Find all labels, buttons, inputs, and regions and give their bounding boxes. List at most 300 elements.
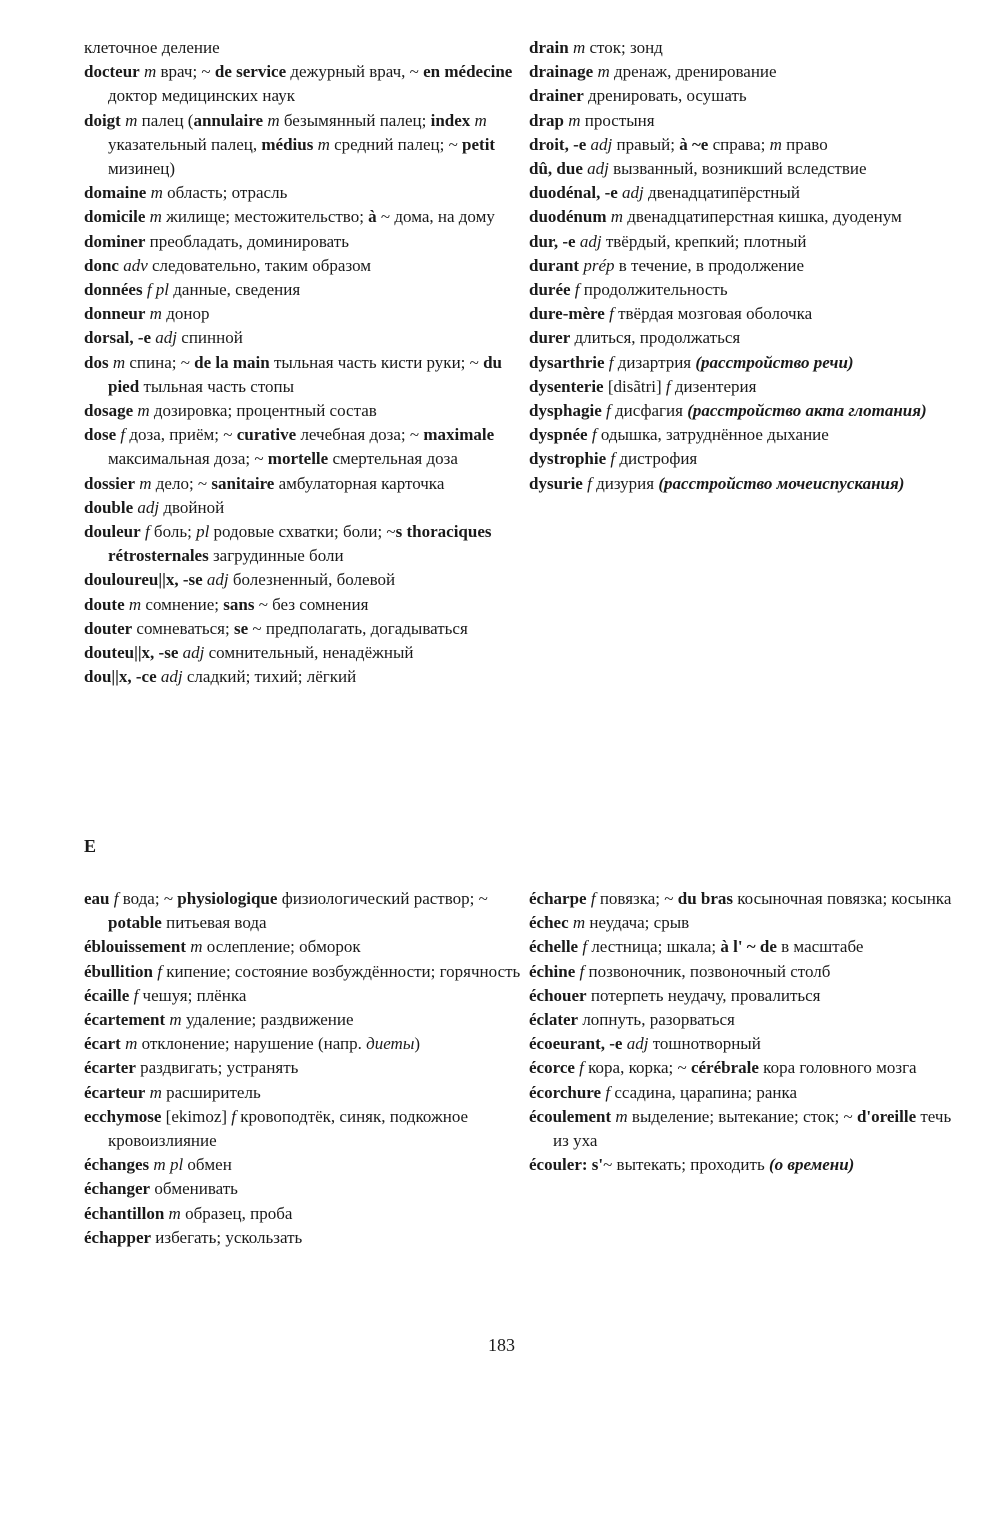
- dictionary-entry: [84, 351, 524, 399]
- entry-text: annulaire: [193, 110, 264, 130]
- entry-text: сомнение;: [141, 594, 224, 614]
- entry-text: f: [609, 304, 614, 324]
- entry-text: prép: [583, 255, 615, 275]
- entry-text: f: [574, 280, 580, 300]
- dictionary-entry: [84, 1032, 524, 1056]
- entry-headword: dosage: [84, 401, 134, 421]
- entry-text: потерпеть неудачу, провалиться: [586, 985, 821, 1005]
- entry-text: adj: [206, 570, 229, 590]
- dictionary-entry: [84, 1081, 524, 1105]
- entry-text: позвоночник, позвоночный столб: [584, 961, 831, 981]
- entry-text: f: [608, 352, 614, 372]
- entry-text: (расстройство акта глотания): [687, 401, 927, 421]
- entry-text: f: [591, 425, 597, 445]
- entry-text: течь из уха: [553, 1106, 952, 1151]
- entry-text: диеты: [366, 1034, 415, 1054]
- entry-text: дисфагия: [610, 401, 688, 421]
- entry-text: d'oreille: [856, 1106, 917, 1126]
- entry-text: смертельная доза: [328, 449, 458, 469]
- entry-text: m: [149, 207, 162, 227]
- dictionary-entry: [84, 36, 524, 60]
- entry-text: adj: [155, 328, 178, 348]
- entry-text: ~ без сомнения: [254, 594, 369, 614]
- entry-text: sanitaire: [211, 473, 275, 493]
- entry-text: длиться, продолжаться: [570, 328, 741, 348]
- entry-text: adj: [590, 134, 613, 154]
- entry-text: m: [128, 594, 142, 614]
- dictionary-entry: [529, 960, 969, 984]
- entry-text: f: [665, 376, 671, 396]
- dictionary-entry: [84, 230, 524, 254]
- dictionary-entry: [529, 326, 969, 350]
- left-column-e-entries: [84, 887, 524, 1250]
- right-column-d-entries: [529, 36, 969, 496]
- entry-text: potable: [108, 913, 162, 933]
- entry-headword: dossier: [84, 473, 135, 493]
- entry-text: сладкий; тихий; лёгкий: [182, 667, 357, 687]
- entry-text: вода; ~: [118, 889, 178, 908]
- dictionary-entry: [529, 84, 969, 108]
- dictionary-entry: [529, 1032, 969, 1056]
- entry-headword: échantillon: [84, 1203, 165, 1223]
- dictionary-entry: [84, 326, 524, 350]
- entry-headword: donneur: [84, 304, 146, 324]
- dictionary-entry: [84, 205, 524, 229]
- entry-headword: donc: [84, 255, 119, 275]
- entry-text: дежурный врач, ~: [286, 62, 424, 82]
- entry-text: m: [572, 913, 586, 933]
- entry-headword: douteu||x, -se: [84, 643, 179, 663]
- entry-text: средний палец; ~: [329, 134, 463, 154]
- dictionary-entry: [529, 1056, 969, 1080]
- entry-text: adj: [182, 643, 205, 663]
- entry-text: тыльная часть кисти руки; ~: [269, 352, 484, 372]
- entry-text: избегать; ускользать: [151, 1227, 303, 1247]
- entry-text: лечебная доза; ~: [296, 425, 424, 445]
- entry-text: adj: [587, 159, 609, 179]
- entry-text: ~ дома, на дому: [376, 207, 495, 227]
- entry-headword: durée: [529, 280, 571, 300]
- entry-headword: douter: [84, 618, 133, 638]
- entry-headword: écoulement: [529, 1106, 612, 1126]
- entry-text: m: [267, 110, 280, 130]
- entry-headword: duodénum: [529, 207, 607, 227]
- entry-text: в течение, в продолжение: [614, 255, 805, 275]
- dictionary-entry: [529, 1008, 969, 1032]
- entry-text: adj: [626, 1034, 649, 1054]
- entry-text: обменивать: [150, 1179, 238, 1199]
- entry-text: f: [590, 889, 596, 908]
- entry-text: f: [579, 1058, 584, 1078]
- dictionary-entry: [529, 302, 969, 326]
- entry-text: неудача; срыв: [585, 913, 690, 933]
- entry-text: выделение; вытекание; сток; ~: [627, 1106, 857, 1126]
- dictionary-entry: [529, 1153, 969, 1177]
- entry-headword: écart: [84, 1034, 121, 1054]
- entry-text: донор: [161, 304, 210, 324]
- entry-text: твёрдая мозговая оболочка: [613, 304, 813, 324]
- dictionary-entry: [529, 36, 969, 60]
- entry-text: продолжительность: [579, 280, 728, 300]
- entry-text: f: [231, 1106, 237, 1126]
- entry-text: f: [579, 961, 585, 981]
- entry-headword: domaine: [84, 183, 147, 203]
- entry-text: petit: [462, 134, 496, 154]
- entry-headword: échec: [529, 913, 569, 933]
- dictionary-entry: [529, 887, 969, 911]
- entry-text: доктор медицинских наук: [108, 86, 295, 106]
- dictionary-entry: [529, 1081, 969, 1105]
- entry-text: ослепление; обморок: [202, 937, 361, 957]
- entry-headword: ébullition: [84, 961, 153, 981]
- entry-text: тошнотворный: [648, 1034, 761, 1054]
- entry-headword: durer: [529, 328, 571, 348]
- entry-text: кора, корка; ~: [583, 1058, 691, 1078]
- entry-text: sans: [223, 594, 255, 614]
- entry-text: право: [781, 134, 828, 154]
- entry-text: m: [317, 134, 330, 154]
- dictionary-entry: [529, 375, 969, 399]
- entry-text: adj: [622, 183, 644, 203]
- entry-text: en médecine: [423, 62, 513, 82]
- dictionary-entry: [529, 278, 969, 302]
- entry-text: m: [169, 1010, 182, 1030]
- entry-text: данные, сведения: [169, 280, 301, 300]
- dictionary-entry: [529, 447, 969, 471]
- entry-text: твёрдый, крепкий; плотный: [601, 231, 807, 251]
- dictionary-entry: [84, 568, 524, 592]
- entry-text: du bras: [677, 889, 734, 908]
- entry-text: обмен: [183, 1155, 232, 1175]
- dictionary-entry: [84, 181, 524, 205]
- dictionary-entry: [529, 984, 969, 1008]
- entry-text: двенадцатипёрстный: [643, 183, 800, 203]
- entry-headword: double: [84, 497, 134, 517]
- dictionary-entry: [84, 60, 524, 108]
- dictionary-entry: [84, 641, 524, 665]
- entry-text: кора головного мозга: [758, 1058, 917, 1078]
- dictionary-entry: [84, 496, 524, 520]
- section-letter-heading: E: [84, 836, 97, 856]
- entry-headword: éclater: [529, 1010, 579, 1030]
- entry-text: mortelle: [267, 449, 329, 469]
- dictionary-entry: [84, 399, 524, 423]
- entry-text: отклонение; нарушение (напр.: [137, 1034, 367, 1054]
- entry-text: f: [610, 449, 616, 469]
- entry-text: f: [157, 961, 162, 981]
- entry-headword: dystrophie: [529, 449, 607, 469]
- entry-headword: drainer: [529, 86, 584, 106]
- entry-text: m: [769, 134, 782, 154]
- entry-text: index: [430, 110, 471, 130]
- entry-text: дизентерия: [670, 376, 757, 396]
- entry-text: загрудинные боли: [208, 546, 344, 566]
- entry-text: дренировать, осушать: [583, 86, 747, 106]
- entry-text: удаление; раздвижение: [181, 1010, 354, 1030]
- dictionary-entry: [84, 1105, 524, 1153]
- entry-headword: écarteur: [84, 1082, 146, 1102]
- entry-headword: éblouissement: [84, 937, 186, 957]
- entry-text: дело; ~: [151, 473, 212, 493]
- dictionary-entry: [84, 109, 524, 182]
- entry-text: f: [120, 425, 126, 445]
- entry-text: à l' ~ de: [720, 937, 777, 957]
- entry-text: adj: [137, 497, 160, 517]
- entry-text: раздвигать; устранять: [135, 1058, 299, 1078]
- dictionary-entry: [529, 423, 969, 447]
- entry-headword: écoeurant, -e: [529, 1034, 623, 1054]
- entry-text: à: [368, 207, 377, 227]
- entry-text: f: [587, 473, 592, 493]
- entry-text: f: [113, 889, 119, 908]
- entry-text: лестница; шкала;: [587, 937, 721, 957]
- entry-headword: drap: [529, 110, 564, 130]
- entry-text: s thoraciques rétrosternales: [108, 522, 492, 566]
- entry-headword: doigt: [84, 110, 121, 130]
- entry-text: максимальная доза; ~: [108, 449, 268, 469]
- entry-text: ссадина, царапина; ранка: [610, 1082, 798, 1102]
- entry-text: m: [610, 207, 624, 227]
- dictionary-entry: [84, 1056, 524, 1080]
- dictionary-entry: [529, 109, 969, 133]
- entry-headword: dû, due: [529, 159, 583, 179]
- entry-text: m: [149, 1082, 162, 1102]
- entry-headword: écarter: [84, 1058, 136, 1078]
- entry-text: врач; ~: [156, 62, 215, 82]
- dictionary-entry: [84, 665, 524, 689]
- dictionary-entry: [84, 472, 524, 496]
- dictionary-entry: [529, 472, 969, 496]
- entry-text: f: [606, 401, 611, 421]
- entry-text: дренаж, дренирование: [609, 62, 777, 82]
- page-number: 183: [488, 1335, 515, 1355]
- entry-text: физиологический раствор; ~: [277, 889, 488, 908]
- entry-headword: douleur: [84, 522, 141, 542]
- entry-headword: docteur: [84, 62, 140, 82]
- entry-text: f: [582, 937, 588, 957]
- entry-headword: dos: [84, 352, 109, 372]
- entry-text: m pl: [153, 1155, 184, 1175]
- entry-headword: écaille: [84, 985, 130, 1005]
- entry-text: дизурия: [591, 473, 659, 493]
- entry-text: ~ вытекать; проходить: [603, 1155, 769, 1175]
- entry-text: жилище; местожительство;: [161, 207, 369, 227]
- dictionary-entry: [84, 278, 524, 302]
- entry-headword: dur, -e: [529, 231, 576, 251]
- entry-text: f: [144, 522, 150, 542]
- dictionary-entry: [84, 984, 524, 1008]
- entry-text: [disãtri]: [603, 376, 666, 396]
- entry-text: амбулаторная карточка: [274, 473, 445, 493]
- entry-headword: dure-mère: [529, 304, 605, 324]
- entry-text: палец (: [137, 110, 194, 130]
- entry-text: ): [414, 1034, 421, 1054]
- entry-text: одышка, затруднённое дыхание: [596, 425, 829, 445]
- entry-headword: drainage: [529, 62, 594, 82]
- entry-text: f: [605, 1082, 611, 1102]
- entry-text: следовательно, таким образом: [147, 255, 372, 275]
- entry-headword: échapper: [84, 1227, 152, 1247]
- entry-text: спина; ~: [125, 352, 195, 372]
- dictionary-entry: [84, 1177, 524, 1201]
- entry-text: правый;: [612, 134, 680, 154]
- entry-text: m: [112, 352, 126, 372]
- entry-text: питьевая вода: [161, 913, 267, 933]
- entry-headword: dysarthrie: [529, 352, 605, 372]
- entry-headword: dysurie: [529, 473, 583, 493]
- entry-text: повязка; ~: [595, 889, 678, 908]
- entry-text: косыночная повязка; косынка: [733, 889, 952, 908]
- entry-text: спинной: [177, 328, 243, 348]
- entry-text: adj: [579, 231, 602, 251]
- entry-text: чешуя; плёнка: [138, 985, 247, 1005]
- dictionary-entry: [84, 423, 524, 471]
- entry-text: m: [190, 937, 203, 957]
- dictionary-entry: [84, 935, 524, 959]
- entry-headword: eau: [84, 889, 110, 908]
- entry-headword: droit, -e: [529, 134, 587, 154]
- dictionary-entry: [529, 181, 969, 205]
- entry-text: m: [125, 110, 138, 130]
- entry-headword: dose: [84, 425, 117, 445]
- entry-text: m: [125, 1034, 138, 1054]
- entry-headword: dominer: [84, 231, 146, 251]
- entry-text: болезненный, болевой: [228, 570, 396, 590]
- dictionary-entry: [529, 399, 969, 423]
- entry-headword: écorchure: [529, 1082, 602, 1102]
- entry-text: f pl: [146, 280, 170, 300]
- entry-text: m: [149, 304, 162, 324]
- entry-text: m: [143, 62, 157, 82]
- dictionary-entry: [529, 60, 969, 84]
- entry-headword: dou||x, -ce: [84, 667, 157, 687]
- dictionary-entry: [84, 887, 524, 935]
- entry-text: образец, проба: [180, 1203, 293, 1223]
- entry-headword: échanger: [84, 1179, 151, 1199]
- entry-headword: échanges: [84, 1155, 150, 1175]
- entry-headword: échine: [529, 961, 576, 981]
- entry-headword: données: [84, 280, 143, 300]
- entry-text: справа;: [708, 134, 770, 154]
- entry-text: кипение; состояние возбуждённости; горячность: [161, 961, 521, 981]
- entry-headword: domicile: [84, 207, 146, 227]
- entry-text: adj: [160, 667, 183, 687]
- entry-headword: клеточное деление: [84, 38, 220, 57]
- entry-text: physiologique: [177, 889, 278, 908]
- entry-text: простыня: [580, 110, 655, 130]
- entry-text: m: [615, 1106, 628, 1126]
- entry-text: (о времени): [768, 1155, 855, 1175]
- entry-headword: drain: [529, 38, 569, 57]
- dictionary-entry: [529, 351, 969, 375]
- entry-text: du pied: [108, 352, 503, 396]
- entry-text: m: [137, 401, 150, 421]
- dictionary-entry: [529, 133, 969, 157]
- entry-text: вызванный, возникший вследствие: [608, 159, 867, 179]
- entry-text: указательный палец,: [108, 134, 262, 154]
- entry-text: m: [568, 110, 581, 130]
- entry-text: сток; зонд: [585, 38, 663, 57]
- entry-text: m: [474, 110, 487, 130]
- entry-text: дистрофия: [615, 449, 698, 469]
- entry-text: в масштабе: [776, 937, 864, 957]
- entry-text: maximale: [423, 425, 495, 445]
- dictionary-entry: [84, 960, 524, 984]
- entry-text: m: [597, 62, 610, 82]
- entry-text: сомневаться;: [132, 618, 234, 638]
- entry-text: de service: [214, 62, 287, 82]
- entry-text: сомнительный, ненадёжный: [204, 643, 414, 663]
- dictionary-entry: [84, 1008, 524, 1032]
- entry-text: cérébrale: [690, 1058, 759, 1078]
- entry-headword: écouler: s': [529, 1155, 604, 1175]
- dictionary-entry: [529, 911, 969, 935]
- left-column-d-entries: [84, 36, 524, 689]
- entry-text: (расстройство речи): [695, 352, 854, 372]
- dictionary-entry: [529, 1105, 969, 1153]
- entry-headword: dysphagie: [529, 401, 602, 421]
- entry-text: médius: [261, 134, 314, 154]
- entry-text: тыльная часть стопы: [139, 376, 295, 396]
- dictionary-entry: [84, 1226, 524, 1250]
- entry-text: m: [572, 38, 586, 57]
- entry-text: двенадцатиперстная кишка, дуоденум: [623, 207, 902, 227]
- entry-headword: échouer: [529, 985, 587, 1005]
- entry-headword: écharpe: [529, 889, 587, 908]
- right-column-e-entries: [529, 887, 969, 1177]
- entry-text: лопнуть, разорваться: [578, 1010, 735, 1030]
- entry-text: f: [133, 985, 139, 1005]
- dictionary-entry: [84, 617, 524, 641]
- entry-text: дизартрия: [613, 352, 696, 372]
- dictionary-entry: [84, 520, 524, 568]
- entry-text: m: [150, 183, 163, 203]
- entry-headword: dyspnée: [529, 425, 588, 445]
- dictionary-entry: [529, 935, 969, 959]
- entry-text: двойной: [159, 497, 225, 517]
- entry-text: кровоподтёк, синяк, подкожное кровоизлияние: [108, 1106, 469, 1151]
- entry-headword: dysenterie: [529, 376, 604, 396]
- entry-headword: douloureu||x, -se: [84, 570, 203, 590]
- entry-text: curative: [236, 425, 297, 445]
- entry-text: pl: [196, 522, 210, 542]
- entry-text: ~ предполагать, догадываться: [248, 618, 468, 638]
- entry-text: преобладать, доминировать: [145, 231, 349, 251]
- entry-text: m: [168, 1203, 181, 1223]
- entry-text: боль;: [149, 522, 197, 542]
- dictionary-entry: [84, 302, 524, 326]
- entry-headword: écorce: [529, 1058, 575, 1078]
- entry-text: m: [139, 473, 152, 493]
- entry-headword: durant: [529, 255, 580, 275]
- entry-text: безымянный палец;: [279, 110, 431, 130]
- entry-headword: doute: [84, 594, 125, 614]
- entry-headword: échelle: [529, 937, 579, 957]
- entry-text: мизинец): [108, 159, 176, 179]
- entry-text: (расстройство мочеиспускания): [658, 473, 905, 493]
- dictionary-entry: [529, 254, 969, 278]
- entry-headword: ecchymose: [84, 1106, 162, 1126]
- entry-text: область; отрасль: [162, 183, 288, 203]
- entry-text: [ekimoz]: [161, 1106, 232, 1126]
- dictionary-entry: [84, 593, 524, 617]
- dictionary-entry: [84, 1202, 524, 1226]
- entry-text: доза, приём; ~: [125, 425, 237, 445]
- entry-headword: écartement: [84, 1010, 166, 1030]
- entry-text: расширитель: [161, 1082, 261, 1102]
- entry-text: родовые схватки; боли; ~: [209, 522, 396, 542]
- dictionary-entry: [529, 205, 969, 229]
